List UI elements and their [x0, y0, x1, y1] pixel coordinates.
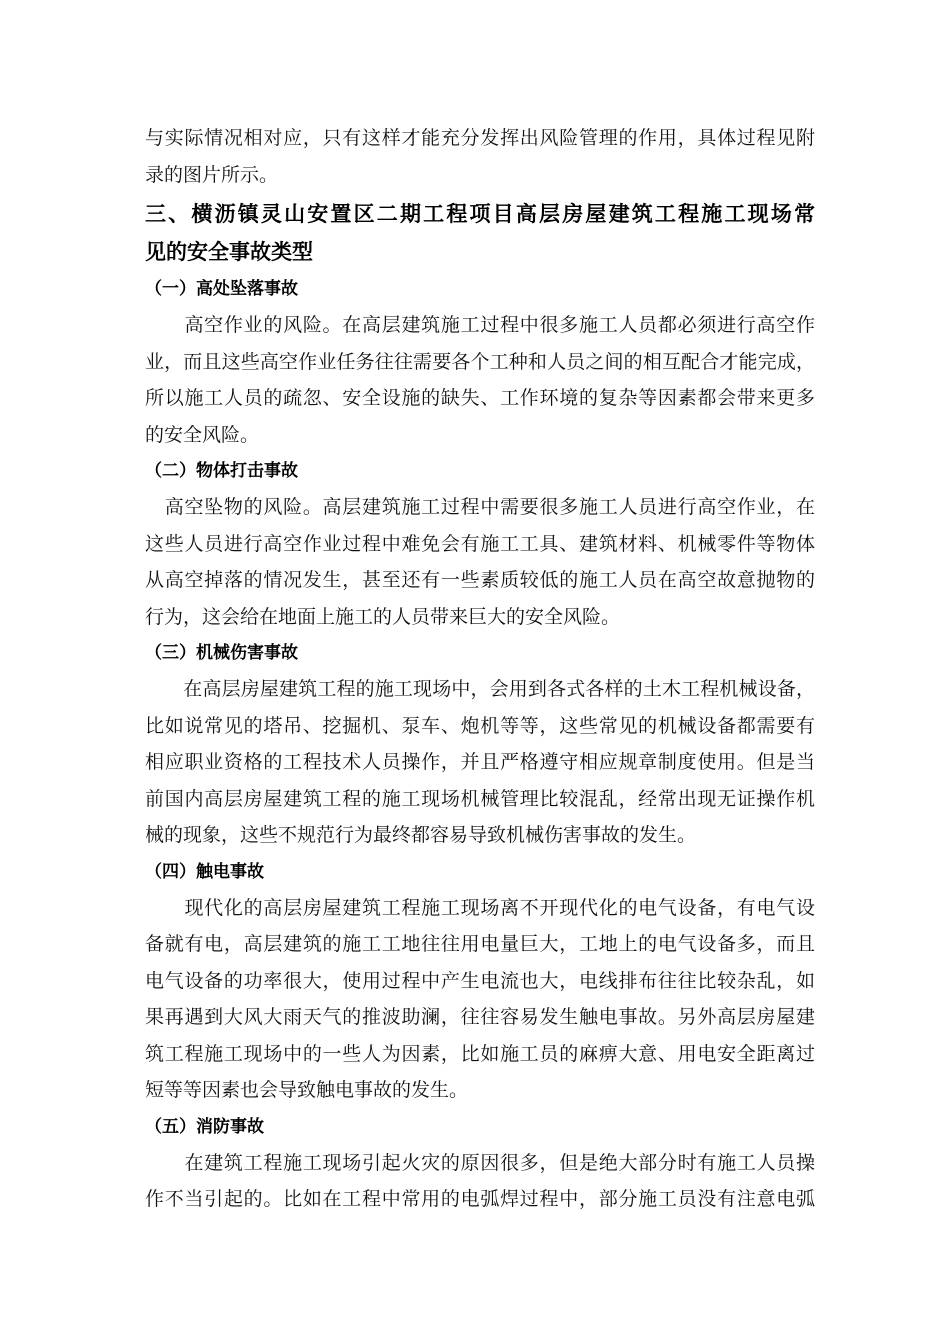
subsection-title: （五）消防事故 [145, 1116, 264, 1137]
text-line: 备就有电，高层建筑的施工工地往往用电量巨大，工地上的电气设备多，而且 [145, 933, 815, 955]
text-line: 相应职业资格的工程技术人员操作，并且严格遵守相应规章制度使用。但是当 [145, 751, 815, 773]
subsection-title: （一）高处坠落事故 [145, 279, 298, 299]
text-line: 从高空掉落的情况发生，甚至还有一些素质较低的施工人员在高空故意抛物的 [145, 569, 815, 591]
subsection-electric-shock [145, 854, 815, 1109]
text-line: 在高层房屋建筑工程的施工现场中，会用到各式各样的土木工程机械设备， [145, 678, 815, 700]
text-line: 前国内高层房屋建筑工程的施工现场机械管理比较混乱，经常出现无证操作机 [145, 787, 815, 810]
subsection-title: （四）触电事故 [145, 861, 264, 882]
text-line: 所以施工人员的疏忽、安全设施的缺失、工作环境的复杂等因素都会带来更多 [145, 387, 815, 409]
text-line: 与实际情况相对应，只有这样才能充分发挥出风险管理的作用，具体过程见附 [145, 127, 815, 149]
text-line: 现代化的高层房屋建筑工程施工现场离不开现代化的电气设备，有电气设 [145, 896, 815, 919]
text-line: 作不当引起的。比如在工程中常用的电弧焊过程中，部分施工员没有注意电弧 [145, 1188, 815, 1210]
text-line: 的安全风险。 [145, 423, 260, 446]
subsection-fire [145, 1109, 815, 1218]
subsection-mechanical-injury [145, 635, 815, 854]
text-line: 筑工程施工现场中的一些人为因素，比如施工员的麻痹大意、用电安全距离过 [145, 1042, 815, 1065]
text-line: 在建筑工程施工现场引起火灾的原因很多，但是绝大部分时有施工人员操 [145, 1151, 815, 1174]
subsection-object-strike [145, 453, 815, 635]
text-line: 录的图片所示。 [145, 163, 279, 186]
text-line: 业，而且这些高空作业任务往往需要各个工种和人员之间的相互配合才能完成， [145, 350, 815, 373]
text-line: 电气设备的功率很大，使用过程中产生电流也大，电线排布往往比较杂乱，如 [145, 969, 815, 992]
text-line: 短等等因素也会导致触电事故的发生。 [145, 1079, 469, 1101]
text-line: 械的现象，这些不规范行为最终都容易导致机械伤害事故的发生。 [145, 824, 697, 846]
text-line: 果再遇到大风大雨天气的推波助澜，往往容易发生触电事故。另外高层房屋建 [145, 1006, 815, 1028]
subsection-title: （三）机械伤害事故 [145, 643, 298, 663]
page-content [145, 120, 815, 1218]
text-line: 这些人员进行高空作业过程中难免会有施工工具、建筑材料、机械零件等物体 [145, 532, 815, 555]
section-heading [145, 195, 815, 271]
heading-line: 三、横沥镇灵山安置区二期工程项目高层房屋建筑工程施工现场常 [145, 202, 815, 226]
text-line: 比如说常见的塔吊、挖掘机、泵车、炮机等等，这些常见的机械设备都需要有 [145, 714, 815, 737]
text-line: 高空作业的风险。在高层建筑施工过程中很多施工人员都必须进行高空作 [145, 314, 815, 336]
intro-paragraph [145, 120, 815, 193]
text-line: 行为，这会给在地面上施工的人员带来巨大的安全风险。 [145, 605, 621, 628]
subsection-title: （二）物体打击事故 [145, 461, 298, 481]
heading-line: 见的安全事故类型 [145, 240, 313, 264]
text-line: 高空坠物的风险。高层建筑施工过程中需要很多施工人员进行高空作业，在 [145, 496, 815, 518]
subsection-falling [145, 271, 815, 453]
